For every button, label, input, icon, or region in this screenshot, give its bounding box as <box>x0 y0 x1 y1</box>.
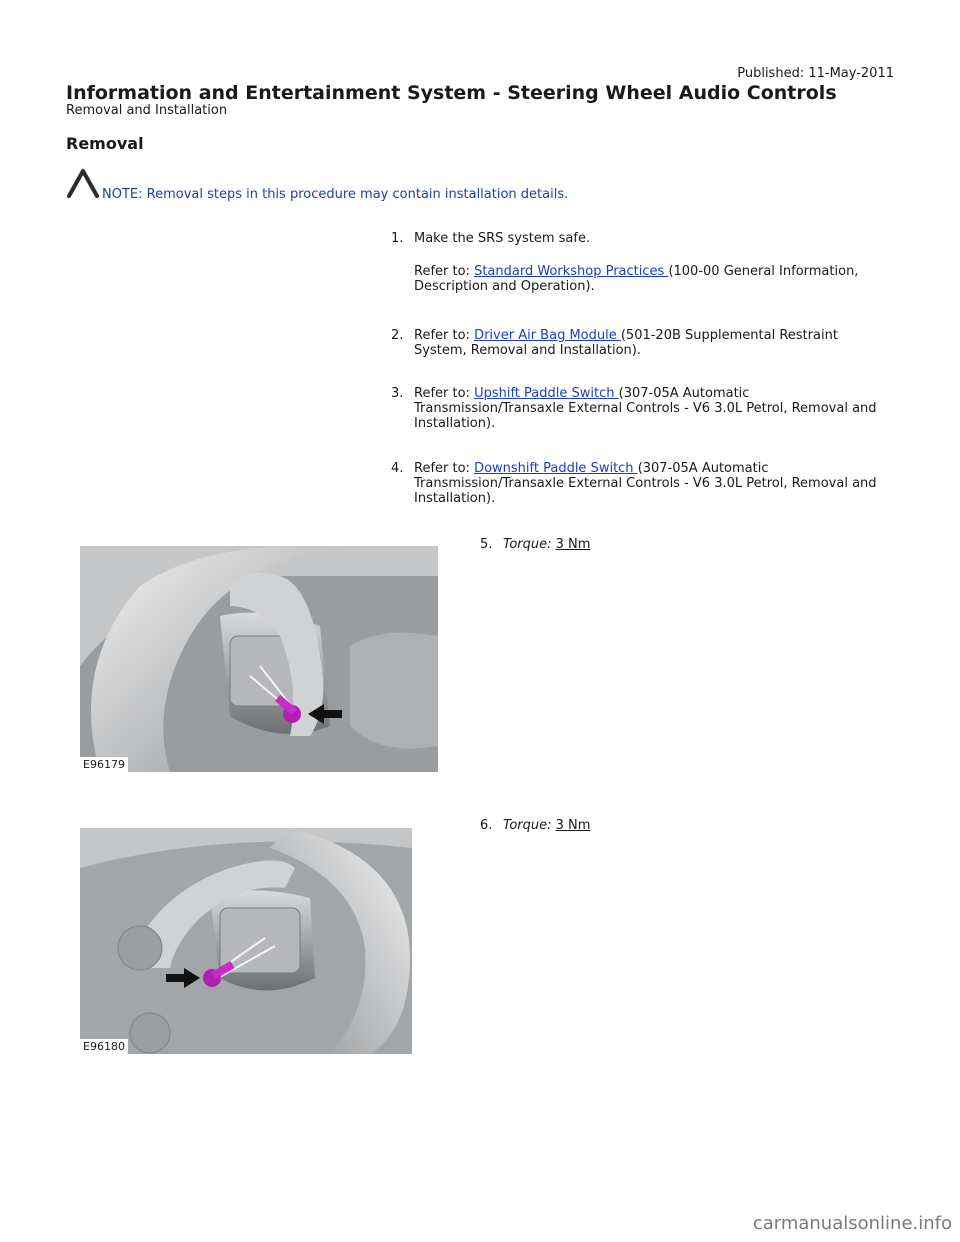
step-4 <box>391 461 881 506</box>
downshift-paddle-switch-link[interactable]: Downshift Paddle Switch <box>474 461 638 476</box>
torque-value: 3 Nm <box>555 537 591 552</box>
standard-workshop-practices-link[interactable]: Standard Workshop Practices <box>474 264 669 279</box>
refer-prefix: Refer to: <box>414 461 475 476</box>
torque-label: Torque: <box>503 537 552 552</box>
figure-label: E96180 <box>80 1039 128 1054</box>
refer-tail: (307-05A Automatic Transmission/Transaxle External Controls - V6 3.0L Petrol, Removal and Installation). <box>414 386 877 431</box>
step-1 <box>391 231 881 294</box>
page-subtitle: Removal and Installation <box>66 103 228 118</box>
driver-air-bag-module-link[interactable]: Driver Air Bag Module <box>474 328 621 343</box>
step-6-torque <box>503 818 590 833</box>
refer-tail: (100-00 General Information, Description and Operation). <box>414 264 859 294</box>
note-text: NOTE: Removal steps in this procedure may contain installation details. <box>102 187 569 202</box>
note-icon <box>66 168 100 202</box>
refer-prefix: Refer to: <box>414 386 475 401</box>
refer-tail: (501-20B Supplemental Restraint System, Removal and Installation). <box>414 328 838 358</box>
torque-value: 3 Nm <box>555 818 591 833</box>
refer-prefix: Refer to: <box>414 328 475 343</box>
torque-label: Torque: <box>503 818 552 833</box>
step-number: 3. <box>391 386 404 401</box>
refer-prefix: Refer to: <box>414 264 475 279</box>
published-date: Published: 11-May-2011 <box>737 66 894 81</box>
upshift-paddle-switch-link[interactable]: Upshift Paddle Switch <box>474 386 619 401</box>
step-5-number: 5. <box>480 537 493 552</box>
refer-tail: (307-05A Automatic Transmission/Transaxle External Controls - V6 3.0L Petrol, Removal and Installation). <box>414 461 877 506</box>
step-6-number: 6. <box>480 818 493 833</box>
watermark: carmanualsonline.info <box>752 1213 952 1234</box>
figure-steering-wheel-left <box>80 828 412 1054</box>
figure-label: E96179 <box>80 757 128 772</box>
step-5-torque <box>503 537 590 552</box>
figure-steering-wheel-right <box>80 546 438 772</box>
step-3 <box>391 386 881 431</box>
step-text: Make the SRS system safe. <box>414 231 591 246</box>
section-heading: Removal <box>66 134 144 153</box>
step-number: 1. <box>391 231 404 246</box>
step-number: 4. <box>391 461 404 476</box>
step-number: 2. <box>391 328 404 343</box>
step-2 <box>391 328 881 358</box>
page-title: Information and Entertainment System - Steering Wheel Audio Controls <box>66 82 837 104</box>
note <box>66 168 568 202</box>
